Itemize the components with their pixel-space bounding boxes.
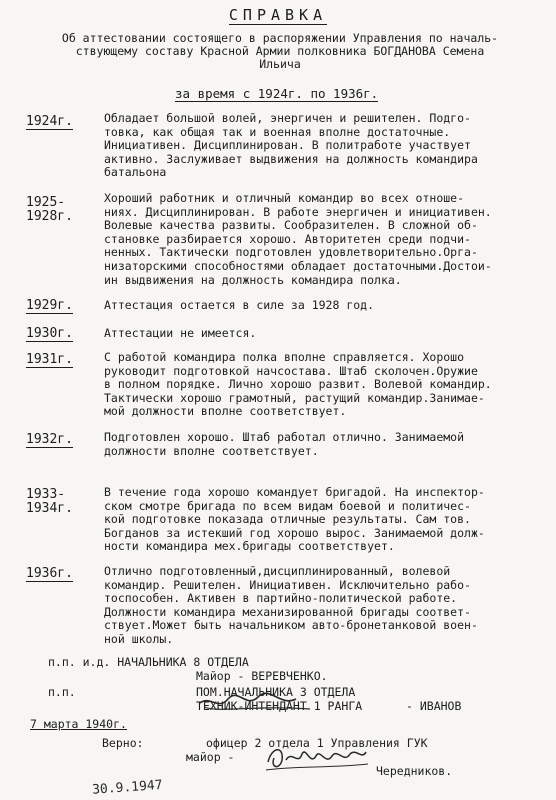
signature-tech: ТЕХНИК-ИНТЕНДАНТ 1 РАНГА <box>196 699 363 713</box>
signature-major2: майор - <box>186 750 235 764</box>
archive-stamp <box>86 772 206 798</box>
archive-stamp-text: 30.9.1947 <box>91 777 164 798</box>
document-subtitle: Об аттестовании состоящего в распоряжении Управления по началь- ствующему составу Красной Армии полковника БОГДАНОВА Семена Ильича <box>61 31 499 71</box>
signature-officer: офицер 2 отдела 1 Управления ГУК <box>206 736 428 750</box>
signature-pp2: п.п. <box>48 685 76 699</box>
entry-year: 1932г. <box>26 432 73 447</box>
entry-year: 1930г. <box>26 326 73 341</box>
entry-year: 1931г. <box>26 352 73 367</box>
signature-name: Чередников. <box>376 764 453 778</box>
entry-text: Аттестация остается в силе за 1928 год. <box>104 298 375 312</box>
entry-text: Обладает большой волей, энергичен и решителен. Подго- товка, как общая так и военная вполне достаточные. Инициативен. Дисциплинирован. В политработе участвует активно. Заслуживает выдвижения на должность командира батальона <box>104 111 478 180</box>
document-title: СПРАВКА <box>228 6 328 24</box>
entry-year: 1925- 1928г. <box>26 195 73 224</box>
entry-text: С работой командира полка вполне справляется. Хорошо руководит подготовкой начсостава. Штаб сколочен.Оружие в полном порядке. Лично хорошо развит. Волевой командир. Тактически хорошо грамотный, растущий командир.Занимае- мой должности вполне соответствует. <box>104 350 492 419</box>
signature-verno: Верно: <box>102 736 144 750</box>
signature-scribble <box>60 691 330 717</box>
entry-year: 1933- 1934г. <box>26 487 73 516</box>
entry-text: Аттестации не имеется. <box>104 326 257 340</box>
entry-text: Хороший работник и отличный командир во всех отноше- ниях. Дисциплинирован. В работе энергичен и инициативен. Волевые качества развиты. Сообразителен. В сложной об- становке разбирается хорошо. Авторитетен среди подчи- ненных. Тактически подготовлен удовлетворительно.Орга- низаторскими способностями обладает достаточными.Достои- ин выдвижения на должность командира полка. <box>104 191 492 287</box>
handwritten-signature <box>262 740 372 776</box>
document-period: за время с 1924г. по 1936г. <box>175 86 379 101</box>
entry-text: Подготовлен хорошо. Штаб работал отлично. Занимаемой должности вполне соответствует. <box>104 430 465 458</box>
entry-text: Отлично подготовленный,дисциплинированный, волевой командир. Решителен. Инициативен. Исключительно рабо- тоспособен. Активен в партийно-политической работе. Должности командира механизированной бригады соответ- ствует.Может быть начальником авто-бронетанковой воен- ной школы. <box>104 564 478 646</box>
signature-ivanov: - ИВАНОВ <box>406 699 462 713</box>
signature-pom: ПОМ.НАЧАЛЬНИКА 3 ОТДЕЛА <box>196 685 356 699</box>
entry-text: В течение года хорошо командует бригадой. На инспектор- ском смотре бригада по всем видам боевой и политичес- кой подготовке показада отличные результаты. Сам тов. Богданов за истекший год хорошо вырос. Занимаемой долж- ности командира мех.бригады соответствует. <box>104 485 485 554</box>
entry-year: 1936г. <box>26 566 73 581</box>
entry-year: 1929г. <box>26 298 73 313</box>
signature-date: 7 марта 1940г. <box>30 717 127 731</box>
entry-year: 1924г. <box>26 114 73 129</box>
signature-major1: Майор - ВЕРЕВЧЕНКО. <box>196 669 328 683</box>
signature-pp1: п.п. и.д. НАЧАЛЬНИКА 8 ОТДЕЛА <box>48 655 249 669</box>
